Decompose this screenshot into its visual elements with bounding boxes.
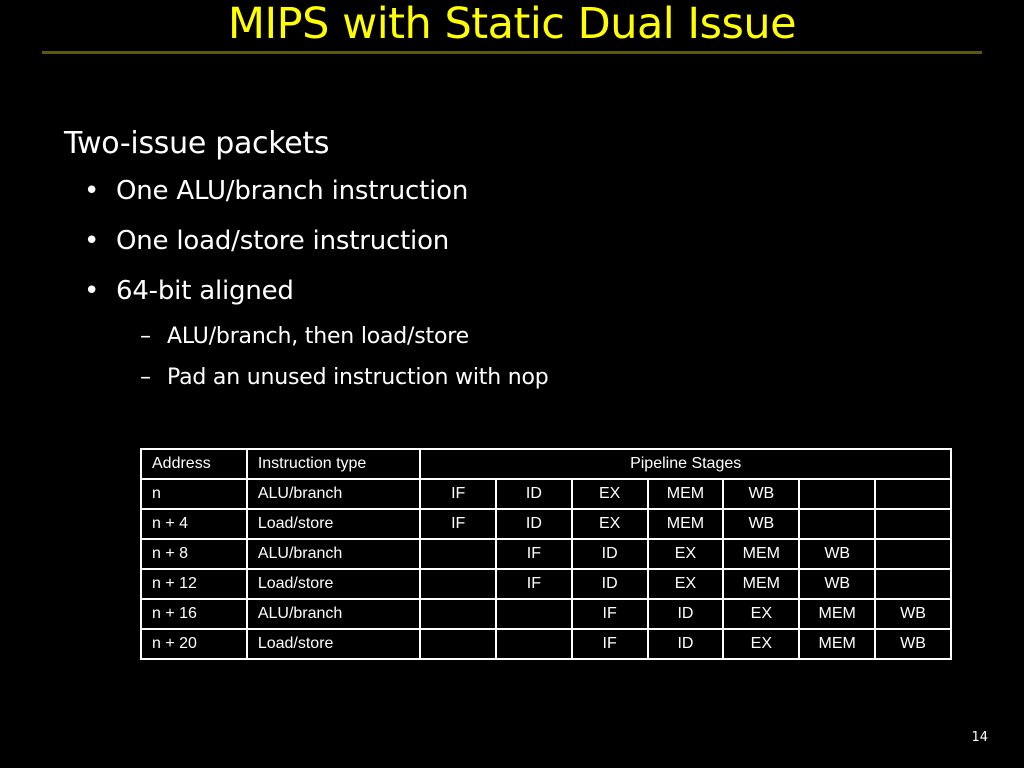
cell-stage: EX: [572, 509, 648, 539]
cell-address: n + 12: [141, 569, 247, 599]
cell-stage: EX: [723, 629, 799, 659]
sub-bullet-text: Pad an unused instruction with nop: [167, 365, 549, 390]
cell-stage: ID: [496, 479, 572, 509]
cell-instruction-type: Load/store: [247, 569, 421, 599]
cell-stage: MEM: [799, 629, 875, 659]
bullet-icon: •: [84, 176, 100, 206]
sub-bullet-item: [64, 316, 964, 357]
cell-stage: IF: [420, 509, 496, 539]
cell-stage: EX: [648, 539, 724, 569]
cell-stage: IF: [496, 569, 572, 599]
cell-stage: IF: [572, 599, 648, 629]
cell-stage: MEM: [799, 599, 875, 629]
cell-stage: ID: [648, 629, 724, 659]
table-header-row: [141, 449, 951, 479]
cell-instruction-type: Load/store: [247, 509, 421, 539]
cell-stage: [875, 539, 951, 569]
cell-stage: [875, 509, 951, 539]
header-instruction-type: Instruction type: [247, 449, 421, 479]
bullet-text: 64-bit aligned: [116, 276, 294, 306]
cell-stage: MEM: [723, 569, 799, 599]
cell-stage: [875, 569, 951, 599]
cell-stage: EX: [572, 479, 648, 509]
table-row: [141, 509, 951, 539]
header-pipeline-stages: Pipeline Stages: [420, 449, 951, 479]
cell-stage: IF: [496, 539, 572, 569]
cell-stage: IF: [572, 629, 648, 659]
cell-stage: [420, 539, 496, 569]
cell-stage: [420, 599, 496, 629]
cell-stage: EX: [723, 599, 799, 629]
cell-stage: [799, 479, 875, 509]
bullet-icon: •: [84, 226, 100, 256]
table-row: [141, 629, 951, 659]
sub-bullet-text: ALU/branch, then load/store: [167, 324, 469, 349]
table-row: [141, 479, 951, 509]
header-address: Address: [141, 449, 247, 479]
cell-instruction-type: ALU/branch: [247, 599, 421, 629]
cell-stage: ID: [572, 539, 648, 569]
cell-address: n + 8: [141, 539, 247, 569]
cell-stage: WB: [799, 539, 875, 569]
cell-stage: WB: [875, 599, 951, 629]
cell-stage: WB: [875, 629, 951, 659]
section-heading: Two-issue packets: [64, 126, 330, 161]
cell-stage: WB: [799, 569, 875, 599]
table-row: [141, 599, 951, 629]
bullet-text: One ALU/branch instruction: [116, 176, 469, 206]
slide-title: MIPS with Static Dual Issue: [227, 0, 797, 49]
cell-stage: IF: [420, 479, 496, 509]
cell-stage: MEM: [648, 509, 724, 539]
cell-instruction-type: Load/store: [247, 629, 421, 659]
cell-stage: [420, 629, 496, 659]
title-divider: [42, 51, 982, 54]
cell-stage: [875, 479, 951, 509]
cell-address: n + 4: [141, 509, 247, 539]
dash-icon: –: [140, 365, 151, 390]
cell-stage: MEM: [723, 539, 799, 569]
slide-content: [64, 122, 964, 398]
cell-stage: ID: [572, 569, 648, 599]
cell-stage: EX: [648, 569, 724, 599]
page-number: 14: [971, 730, 988, 745]
cell-instruction-type: ALU/branch: [247, 479, 421, 509]
cell-address: n + 20: [141, 629, 247, 659]
cell-stage: ID: [496, 509, 572, 539]
bullet-item: [64, 216, 964, 266]
bullet-icon: •: [84, 276, 100, 306]
dash-icon: –: [140, 324, 151, 349]
table-row: [141, 569, 951, 599]
cell-stage: WB: [723, 479, 799, 509]
sub-bullet-item: [64, 357, 964, 398]
cell-stage: WB: [723, 509, 799, 539]
bullet-item: [64, 166, 964, 216]
cell-address: n: [141, 479, 247, 509]
bullet-item: [64, 266, 964, 316]
cell-stage: [496, 599, 572, 629]
cell-address: n + 16: [141, 599, 247, 629]
cell-stage: [496, 629, 572, 659]
table-row: [141, 539, 951, 569]
pipeline-table: [140, 448, 952, 660]
cell-stage: [799, 509, 875, 539]
cell-instruction-type: ALU/branch: [247, 539, 421, 569]
bullet-text: One load/store instruction: [116, 226, 450, 256]
cell-stage: MEM: [648, 479, 724, 509]
cell-stage: [420, 569, 496, 599]
cell-stage: ID: [648, 599, 724, 629]
